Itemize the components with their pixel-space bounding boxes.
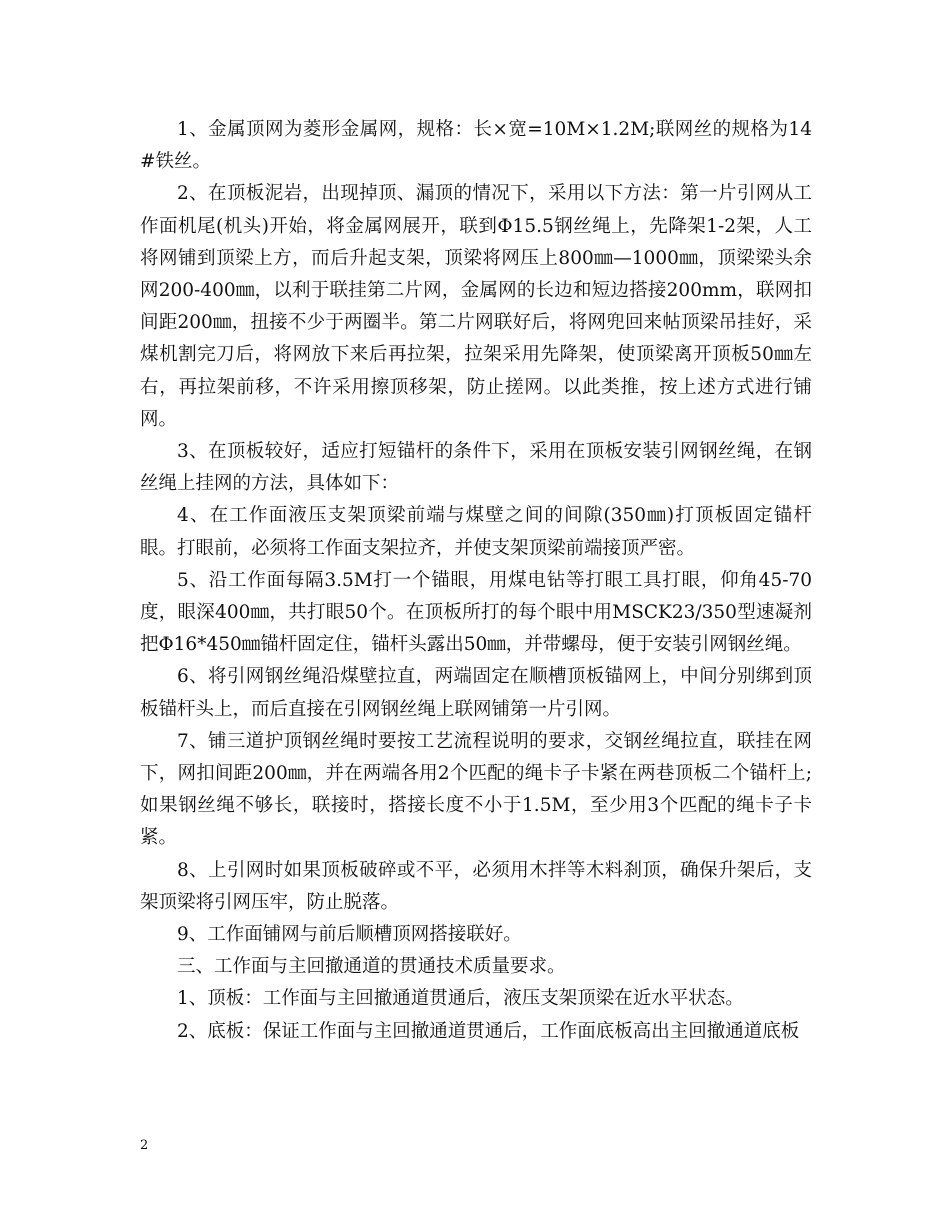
- paragraph-2: 2、在顶板泥岩，出现掉顶、漏顶的情况下，采用以下方法：第一片引网从工作面机尾(机头)开始，将金属网展开，联到Φ15.5钢丝绳上，先降架1-2架，人工将网铺到顶梁上方，而后升起支架，顶梁将网压上800㎜—1000㎜，顶梁梁头余网200-400㎜，以利于联挂第二片网，金属网的长边和短边搭接200mm，联网扣间距200㎜，扭接不少于两圈半。第二片网联好后，将网兜回来帖顶梁吊挂好，采煤机割完刀后，将网放下来后再拉架，拉架采用先降架，使顶梁离开顶板50㎜左右，再拉架前移，不许采用擦顶移架，防止搓网。以此类推，按上述方式进行铺网。: [140, 183, 812, 430]
- paragraph-floor: 2、底板：保证工作面与主回撤通道贯通后，工作面底板高出主回撤通道底板: [177, 1020, 800, 1042]
- section-heading: 三、工作面与主回撤通道的贯通技术质量要求。: [177, 956, 566, 978]
- paragraph-1: 1、金属顶网为菱形金属网，规格：长×宽=10M×1.2M;联网丝的规格为14#铁丝。: [140, 119, 812, 173]
- paragraph-4: 4、在工作面液压支架顶梁前端与煤壁之间的间隙(350㎜)打顶板固定锚杆眼。打眼前，必须将工作面支架拉齐，并使支架顶梁前端接顶严密。: [140, 505, 812, 559]
- paragraph-8: 8、上引网时如果顶板破碎或不平，必须用木拌等木料刹顶，确保升架后，支架顶梁将引网压牢，防止脱落。: [140, 859, 812, 913]
- paragraph-6: 6、将引网钢丝绳沿煤壁拉直，两端固定在顺槽顶板锚网上，中间分别绑到顶板锚杆头上，而后直接在引网钢丝绳上联网铺第一片引网。: [140, 666, 812, 720]
- document-body: [140, 114, 812, 1048]
- paragraph-9: 9、工作面铺网与前后顺槽顶网搭接联好。: [177, 924, 522, 946]
- paragraph-3: 3、在顶板较好，适应打短锚杆的条件下，采用在顶板安装引网钢丝绳，在钢丝绳上挂网的方法，具体如下：: [140, 441, 812, 495]
- paragraph-7: 7、铺三道护顶钢丝绳时要按工艺流程说明的要求，交钢丝绳拉直，联挂在网下，网扣间距200㎜，并在两端各用2个匹配的绳卡子卡紧在两巷顶板二个锚杆上;如果钢丝绳不够长，联接时，搭接长度不小于1.5M，至少用3个匹配的绳卡子卡紧。: [140, 730, 812, 849]
- page-number: 2: [140, 1138, 149, 1153]
- paragraph-roof: 1、顶板：工作面与主回撤通道贯通后，液压支架顶梁在近水平状态。: [177, 988, 744, 1010]
- paragraph-5: 5、沿工作面每隔3.5M打一个锚眼，用煤电钻等打眼工具打眼，仰角45-70度，眼深400㎜，共打眼50个。在顶板所打的每个眼中用MSCK23/350型速凝剂把Φ16*450㎜锚杆固定住，锚杆头露出50㎜，并带螺母，便于安装引网钢丝绳。: [140, 569, 812, 656]
